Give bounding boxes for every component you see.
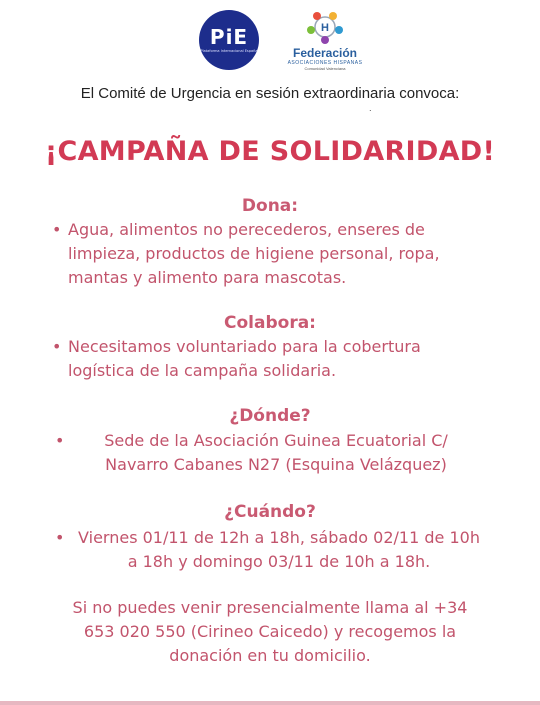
intro-text: El Comité de Urgencia en sesión extraordinaria convoca: — [80, 85, 460, 102]
dona-line-3: mantas y alimento para mascotas. — [68, 268, 347, 287]
colabora-line-1: Necesitamos voluntariado para la cobertura — [68, 337, 421, 356]
colabora-block — [52, 335, 486, 383]
colabora-bullet: • — [52, 337, 62, 356]
federacion-logo — [280, 10, 370, 72]
cuando-block — [52, 526, 492, 574]
svg-text:H: H — [321, 22, 329, 34]
stray-dot: . — [369, 104, 372, 113]
dona-line-1: Agua, alimentos no perecederos, enseres de — [68, 220, 425, 239]
federacion-region: Comunidad Valenciana — [304, 66, 346, 71]
dona-bullet: • — [52, 220, 62, 239]
footer-note — [0, 596, 540, 668]
donde-block — [52, 429, 486, 477]
federacion-people-icon — [303, 10, 347, 44]
dona-heading: Dona: — [241, 196, 299, 216]
colabora-line-2: logística de la campaña solidaria. — [68, 361, 337, 380]
footer-line-1: Si no puedes venir presencialmente llama al +34 — [72, 598, 468, 617]
donde-bullet: • — [55, 431, 65, 450]
dona-line-2: limpieza, productos de higiene personal, ropa, — [68, 244, 440, 263]
footer-line-3: donación en tu domicilio. — [169, 646, 371, 665]
pie-logo — [199, 10, 259, 70]
bottom-border — [0, 701, 540, 705]
cuando-heading: ¿Cuándo? — [224, 502, 316, 522]
logo-bar — [0, 6, 540, 76]
cuando-line-1: Viernes 01/11 de 12h a 18h, sábado 02/11 de 10h — [78, 528, 480, 547]
donde-line-2: Navarro Cabanes N27 (Esquina Velázquez) — [105, 455, 447, 474]
footer-line-2: 653 020 550 (Cirineo Caicedo) y recogemos la — [83, 622, 457, 641]
donde-heading: ¿Dónde? — [229, 406, 311, 426]
federacion-title: Federación — [292, 46, 358, 60]
dona-block — [52, 218, 486, 290]
donde-line-1: Sede de la Asociación Guinea Ecuatorial C/ — [104, 431, 448, 450]
federacion-subtitle: ASOCIACIONES HISPANAS — [287, 60, 363, 66]
campaign-title: ¡CAMPAÑA DE SOLIDARIDAD! — [44, 136, 496, 167]
colabora-heading: Colabora: — [224, 313, 316, 333]
pie-logo-subtitle: Plataforma Internacional España — [200, 49, 258, 53]
cuando-bullet: • — [55, 528, 65, 547]
pie-logo-mark: PiE — [209, 25, 249, 49]
cuando-line-2: a 18h y domingo 03/11 de 10h a 18h. — [127, 552, 431, 571]
